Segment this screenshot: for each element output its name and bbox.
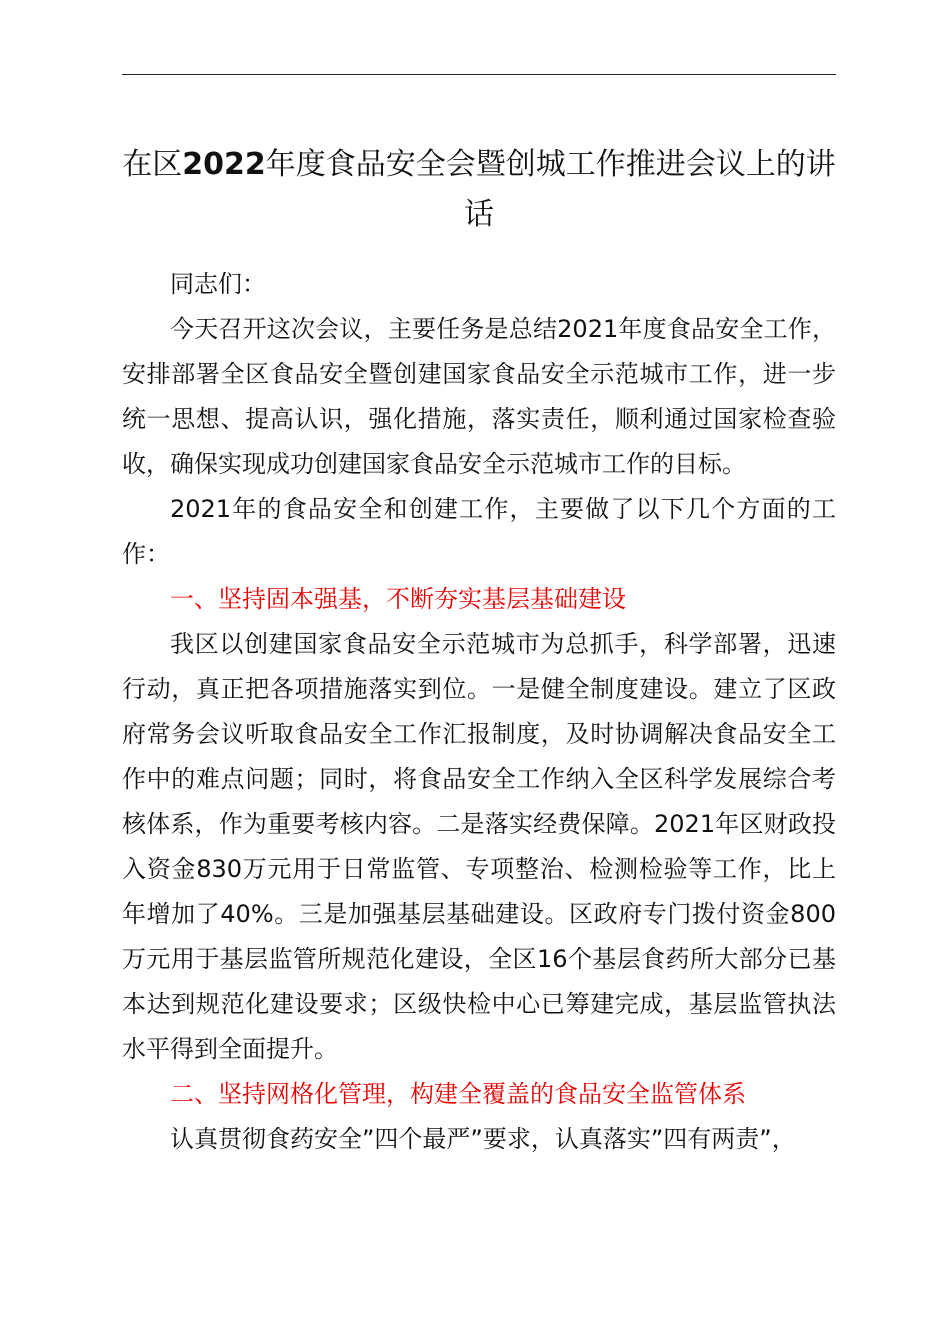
- salutation: 同志们：: [170, 270, 266, 298]
- intro-paragraph: 今天召开这次会议，主要任务是总结2021年度食品安全工作，安排部署全区食品安全暨创建国家食品安全示范城市工作，进一步统一思想、提高认识，强化措施，落实责任，顺利通过国家检查验收，确保实现成功创建国家食品安全示范城市工作的目标。: [122, 315, 836, 478]
- section-2-paragraph: 认真贯彻食药安全”四个最严”要求，认真落实”四有两责”，: [170, 1125, 796, 1153]
- section-heading-2: 二、坚持网格化管理，构建全覆盖的食品安全监管体系: [170, 1080, 746, 1108]
- document-title: [122, 140, 836, 240]
- header-rule: [122, 74, 836, 75]
- title-year: 2022: [182, 147, 266, 182]
- section-heading-1: 一、坚持固本强基，不断夯实基层基础建设: [170, 585, 626, 613]
- section-1-paragraph: 我区以创建国家食品安全示范城市为总抓手，科学部署，迅速行动，真正把各项措施落实到位。一是健全制度建设。建立了区政府常务会议听取食品安全工作汇报制度，及时协调解决食品安全工作中的难点问题；同时，将食品安全工作纳入全区科学发展综合考核体系，作为重要考核内容。二是落实经费保障。2021年区财政投入资金830万元用于日常监管、专项整治、检测检验等工作，比上年增加了40%。三是加强基层基础建设。区政府专门拨付资金800万元用于基层监管所规范化建设，全区16个基层食药所大部分已基本达到规范化建设要求；区级快检中心已筹建完成，基层监管执法水平得到全面提升。: [122, 630, 836, 1063]
- summary-paragraph: 2021年的食品安全和创建工作，主要做了以下几个方面的工作：: [122, 495, 836, 568]
- title-suffix: 年度食品安全会暨创城工作推进会议上的讲话: [265, 147, 836, 232]
- title-prefix: 在区: [122, 147, 183, 182]
- document-body: [122, 262, 836, 1162]
